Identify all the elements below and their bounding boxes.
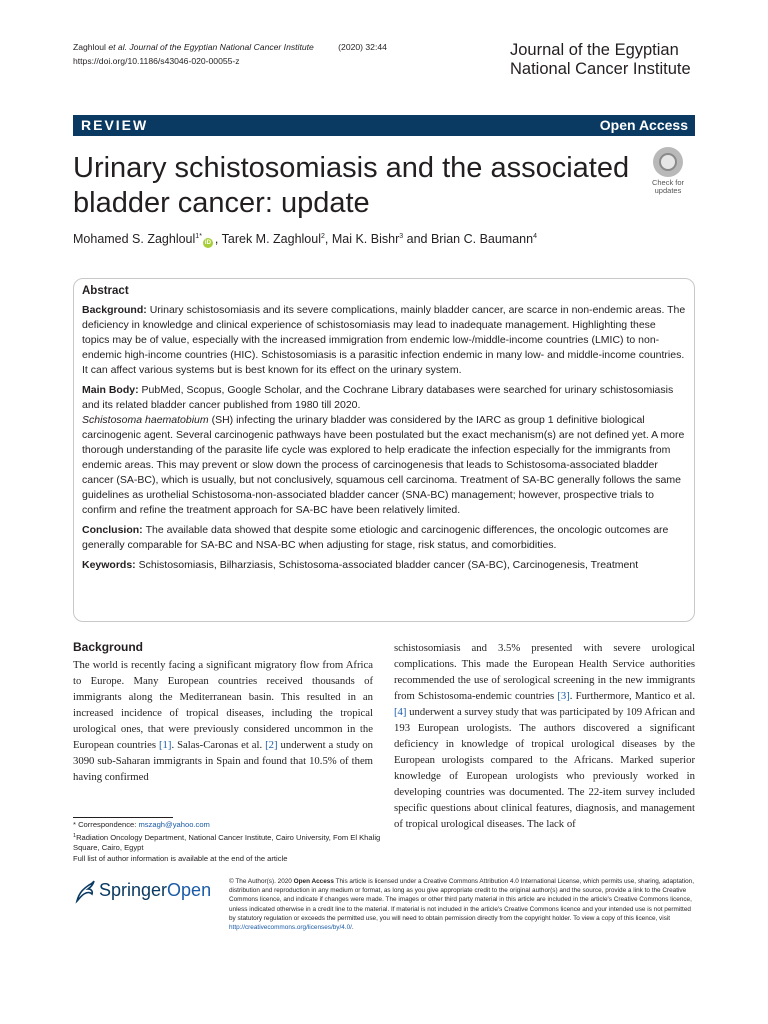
check-for-updates-icon <box>653 147 683 177</box>
article-title-line2: bladder cancer: update <box>73 187 370 219</box>
check-for-updates-button[interactable] <box>642 147 694 199</box>
header-citation-line <box>73 40 387 54</box>
affiliation-number: 1 <box>73 832 77 839</box>
header-citation: (2020) 32:44 <box>338 42 387 52</box>
correspondence-line <box>73 820 383 831</box>
abstract-heading: Abstract <box>82 285 129 297</box>
section-heading-background: Background <box>73 640 144 654</box>
header-author: Zaghloul <box>73 42 106 52</box>
author-2[interactable]: , Tarek M. Zaghloul <box>214 232 321 246</box>
full-author-info-note: Full list of author information is available at the end of the article <box>73 853 288 863</box>
correspondence-email-link[interactable]: mszagh@yahoo.com <box>138 820 210 829</box>
author-4[interactable]: and Brian C. Baumann <box>403 232 534 246</box>
springer-horse-icon <box>73 879 97 905</box>
body-text: underwent a survey study that was participated by 109 African and 193 European urologists. The authors discovered a significant deficiency in knowledge of tropical urological diseases by the European urologists compared to the Africans. Marked superior knowledge of European urologists who previously worked in developing countries was documented. The 22-item survey included specific questions about clinical features, diagnosis, and management of tropical urological diseases. The lack of <box>394 706 695 830</box>
footnote <box>73 820 383 864</box>
citation-link[interactable]: [2] <box>265 739 278 751</box>
author-list <box>73 232 537 248</box>
check-for-updates-icon-inner <box>659 153 677 171</box>
check-for-updates-label <box>642 179 694 195</box>
abstract-box <box>73 278 695 622</box>
check-for-updates-line1: Check for <box>651 178 685 187</box>
citation-link[interactable]: [4] <box>394 706 407 718</box>
abstract-background-label: Background: <box>82 304 147 316</box>
springer-open-logo <box>73 877 213 907</box>
abstract-background <box>82 303 686 378</box>
author-1-affiliation: 1* <box>195 233 202 240</box>
license-url-link[interactable]: http://creativecommons.org/licenses/by/4.0/ <box>229 924 352 932</box>
abstract-main-label: Main Body: <box>82 384 139 396</box>
author-3-affiliation: 3 <box>399 233 404 240</box>
body-text: . Furthermore, Mantico et al. <box>569 690 696 702</box>
check-for-updates-line2: updates <box>654 186 682 195</box>
body-column-right <box>394 640 695 832</box>
article-type-bar <box>73 115 695 136</box>
keywords-label: Keywords: <box>82 559 136 571</box>
article-title <box>73 151 633 221</box>
abstract-main-italic: Schistosoma haematobium <box>82 414 209 426</box>
author-1[interactable]: Mohamed S. Zaghloul <box>73 232 196 246</box>
header-doi[interactable]: https://doi.org/10.1186/s43046-020-00055-z <box>73 56 240 66</box>
citation-link[interactable]: [3] <box>557 690 570 702</box>
license-open-access: Open Access <box>293 878 334 885</box>
license-prefix: © The Author(s). 2020 <box>229 878 294 885</box>
body-text: schistosomiasis and 3.5% presented with severe urological complications. This made the European Health Service authorities recommended the use of serological screening in the new immigrants from Schistosoma-endemic countries <box>394 642 695 702</box>
abstract-conclusion <box>82 523 686 553</box>
body-text: The world is recently facing a significant migratory flow from Africa to Europe. Many European countries received thousands of immigrants along the Mediterranean basin. This resulted in an increased incidence of tropical diseases, including the tropical urological ones, that were previously considered uncommon in the European countries <box>73 659 373 751</box>
citation-link[interactable]: [1] <box>159 739 172 751</box>
abstract-conclusion-text: The available data showed that despite some etiologic and carcinogenic differences, the oncologic outcomes are generally comparable for SA-BC and NSA-BC when adjusting for stage, risk status, and comorbidities. <box>82 524 669 551</box>
abstract-background-text: Urinary schistosomiasis and its severe complications, mainly bladder cancer, are scarce in non-endemic areas. The deficiency in knowledge and clinical experience of schistosomiasis may lead to inadequate management. Highlighting these topics may be of value, especially with the increased immigration from endemic low-/middle-income countries (LMIC) to non-endemic high-income countries (HIC). Schistosomiasis is a parasitic infection endemic in many low- and middle-income countries. It can affect various systems but is best known for its effect on the urinary system. <box>82 304 686 376</box>
license-end: . <box>351 924 354 932</box>
body-column-left <box>73 640 373 785</box>
abstract-main-text: PubMed, Scopus, Google Scholar, and the Cochrane Library databases were searched for urinary schistosomiasis and its related bladder cancer published from 1980 till 2020. <box>82 384 674 411</box>
orcid-icon[interactable]: iD <box>204 240 211 246</box>
open-wordmark: Open <box>167 880 212 900</box>
abstract-conclusion-label: Conclusion: <box>82 524 143 536</box>
article-title-line1: Urinary schistosomiasis and the associated <box>73 152 630 184</box>
license-text <box>229 877 695 932</box>
body-paragraph-left <box>73 657 373 785</box>
license-body: This article is licensed under a Creative Commons Attribution 4.0 International License, which permits use, sharing, adaptation, distribution and reproduction in any medium or format, as long as you give appropriate credit to the original author(s) and the source, provide a link to the Creative Commons licence, and indicate if changes were made. The images or other third party material in this article are included in the article's Creative Commons licence, unless indicated otherwise in a credit line to the material. If material is not included in the article's Creative Commons licence and your intended use is not permitted by statutory regulation or exceeds the permitted use, you will need to obtain permission directly from the copyright holder. To view a copy of this licence, visit <box>229 878 694 922</box>
keywords-text: Schistosomiasis, Bilharziasis, Schistosoma-associated bladder cancer (SA-BC), Carcinogenesis, Treatment <box>138 559 639 571</box>
springer-open-wordmark <box>99 880 211 901</box>
body-text: . Salas-Caronas et al. <box>171 739 266 751</box>
affiliation-text: Radiation Oncology Department, National Cancer Institute, Cairo University, Fom El Khalig Square, Cairo, Egypt <box>73 832 381 852</box>
footnote-divider <box>73 817 173 818</box>
springer-wordmark: Springer <box>99 880 168 900</box>
journal-title-line1: Journal of the Egyptian <box>510 41 679 59</box>
journal-title <box>510 41 710 79</box>
abstract-content <box>82 284 686 578</box>
article-type-label: REVIEW <box>81 117 149 133</box>
author-4-affiliation: 4 <box>533 233 537 240</box>
affiliation-line <box>73 831 383 854</box>
journal-title-line2: National Cancer Institute <box>510 60 691 78</box>
running-header <box>73 40 387 68</box>
author-3[interactable]: , Mai K. Bishr <box>324 232 400 246</box>
header-journal: et al. Journal of the Egyptian National Cancer Institute <box>108 42 314 52</box>
abstract-main-text2: (SH) infecting the urinary bladder was considered by the IARC as group 1 definitive biological carcinogenic agent. Several carcinogenic pathways have been postulated but the exact mechanism(s) are not defined yet. A more thorough understanding of the parasite life cycle was explored to help eradicate the infection especially for the immigrants from endemic areas. This may prevent or slow down the process of carcinogenesis that leads to Schistosoma-associated bladder cancer (SA-BC), which is usually, but not conclusively, squamous cell carcinoma. Treatment of SA-BC generally follows the same guidelines as urothelial Schistosoma-non-associated bladder cancer (SNA-BC) management; however, prospective trials to confirm and refine the treatment approach for SA-BC have been relatively limited. <box>82 414 685 516</box>
open-access-label: Open Access <box>599 117 688 133</box>
abstract-keywords <box>82 558 686 573</box>
abstract-main-body <box>82 383 686 518</box>
body-text: underwent a study on 3090 sub-Saharan immigrants in Spain and found that 10.5% of them having confirmed <box>73 739 374 783</box>
author-2-affiliation: 2 <box>321 233 325 240</box>
correspondence-label: * Correspondence: <box>73 820 139 829</box>
